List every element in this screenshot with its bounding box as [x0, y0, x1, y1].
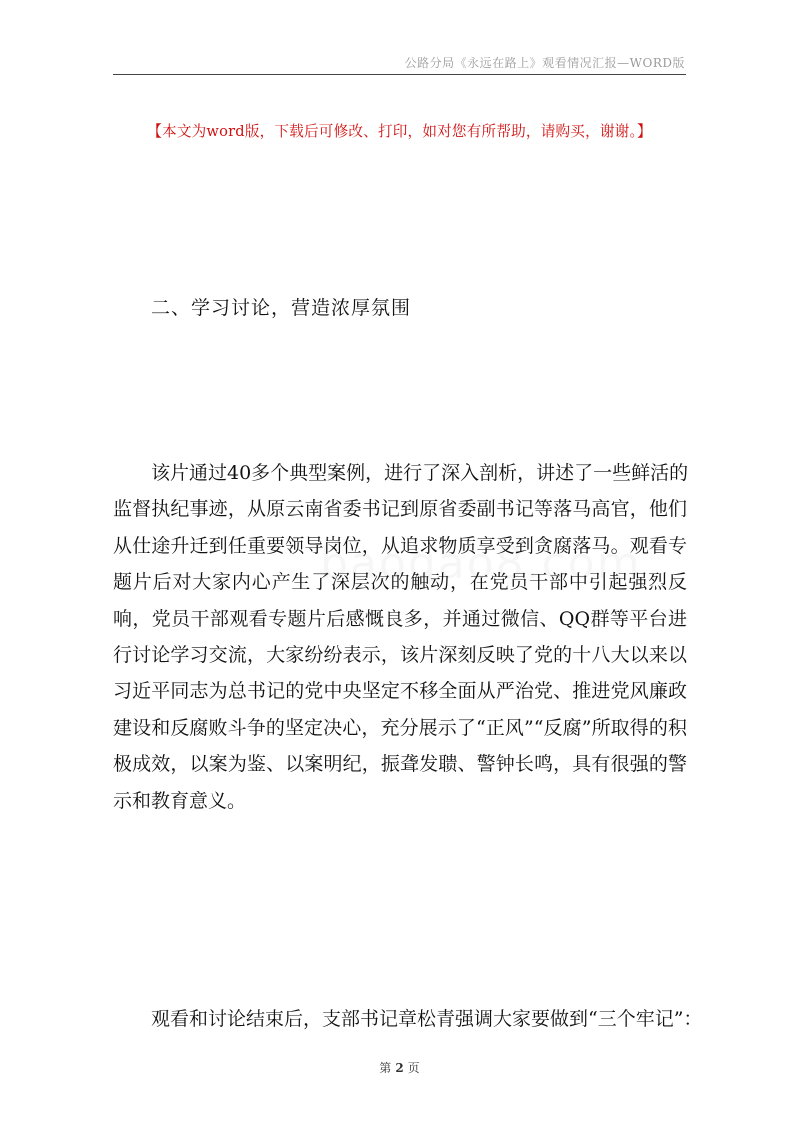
page-prefix: 第	[379, 1061, 392, 1075]
paragraph-line: 题片后对大家内心产生了深层次的触动，在党员干部中引起强烈反	[113, 571, 687, 594]
paragraph-line: 行讨论学习交流，大家纷纷表示，该片深刻反映了党的十八大以来以	[113, 644, 687, 667]
header-divider	[113, 74, 686, 75]
paragraph-line: 监督执纪事迹，从原云南省委书记到原省委副书记等落马高官，他们	[113, 498, 687, 521]
paragraph-line: 观看和讨论结束后，支部书记章松青强调大家要做到“三个牢记”：	[151, 1008, 703, 1030]
paragraph-line: 响，党员干部观看专题片后感慨良多，并通过微信、QQ群等平台进	[113, 607, 687, 630]
section-heading: 二、学习讨论，营造浓厚氛围	[151, 297, 412, 319]
paragraph-line: 建设和反腐败斗争的坚定决心，充分展示了“正风”“反腐”所取得的积	[113, 716, 687, 739]
page-footer	[113, 1059, 686, 1076]
paragraph-line: 示和教育意义。	[113, 789, 247, 812]
page-number: 2	[395, 1061, 404, 1075]
body-paragraph-1	[113, 455, 687, 819]
page-suffix: 页	[407, 1061, 420, 1075]
running-header: 公路分局《永远在路上》观看情况汇报—WORD版	[404, 56, 685, 70]
download-notice: 【本文为word版，下载后可修改、打印，如对您有所帮助，请购买，谢谢。】	[147, 123, 652, 140]
body-paragraph-2	[113, 1001, 703, 1037]
paragraph-line: 习近平同志为总书记的党中央坚定不移全面从严治党、推进党风廉政	[113, 680, 687, 703]
paragraph-line: 该片通过40多个典型案例，进行了深入剖析，讲述了一些鲜活的	[151, 462, 689, 484]
paragraph-line: 极成效，以案为鉴、以案明纪，振聋发聩、警钟长鸣，具有很强的警	[113, 753, 687, 776]
paragraph-line: 从仕途升迁到任重要领导岗位，从追求物质享受到贪腐落马。观看专	[113, 534, 687, 557]
